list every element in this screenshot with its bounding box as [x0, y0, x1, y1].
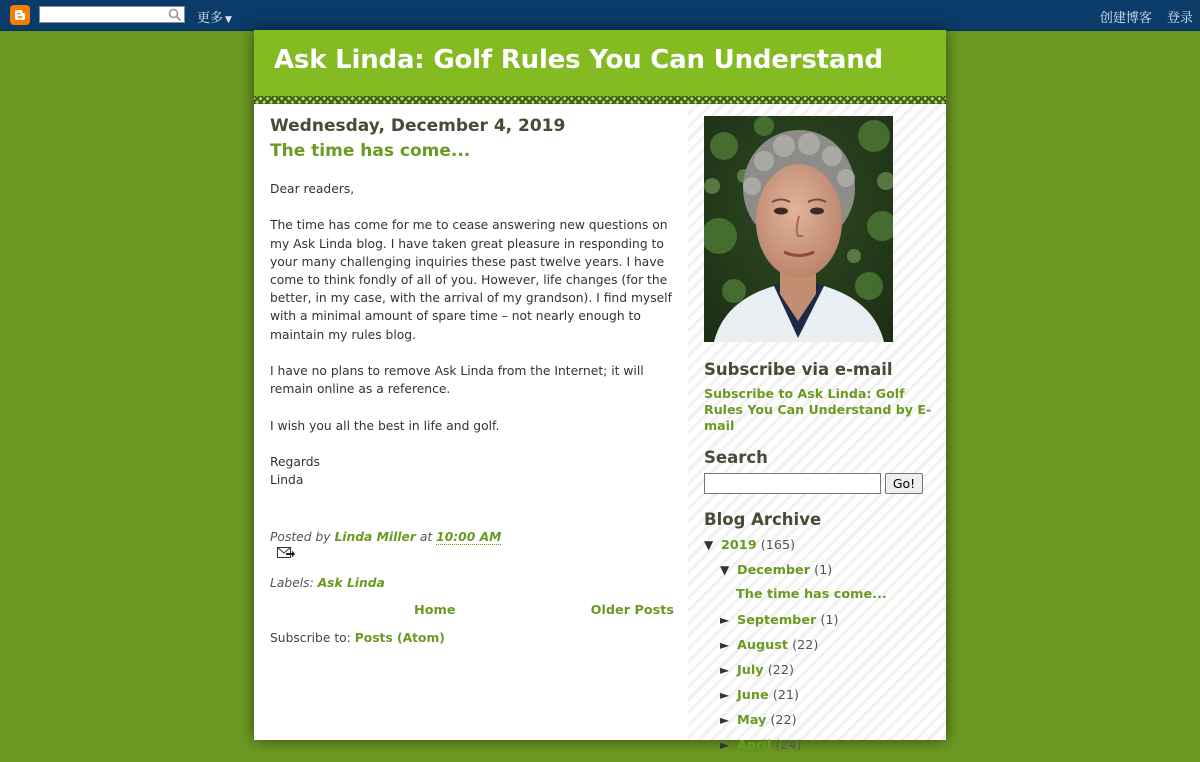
search-input[interactable]: [704, 473, 881, 494]
post-paragraph: Dear readers,: [270, 182, 355, 196]
archive-month-link[interactable]: August: [737, 638, 789, 653]
expand-toggle-icon[interactable]: ►: [720, 638, 730, 652]
archive-count: (165): [760, 538, 796, 553]
search-icon[interactable]: [168, 8, 182, 22]
main-column: [270, 116, 674, 645]
author-link[interactable]: Linda Miller: [334, 530, 416, 545]
blog-pager: [270, 603, 674, 621]
archive-month-link[interactable]: July: [737, 663, 764, 678]
archive-count: (22): [767, 663, 794, 678]
more-menu-label: 更多: [197, 11, 224, 26]
at-label: at: [419, 530, 433, 545]
posted-by-label: Posted by: [270, 530, 331, 545]
archive-item: [704, 687, 934, 712]
archive-year-link[interactable]: 2019: [721, 538, 757, 553]
atom-feed-link[interactable]: Posts (Atom): [354, 631, 445, 646]
blog-title[interactable]: Ask Linda: Golf Rules You Can Understand: [274, 45, 883, 75]
post-time-link[interactable]: 10:00 AM: [436, 530, 502, 545]
archive-count: (22): [770, 713, 797, 728]
archive-item: [704, 662, 934, 687]
author-photo: [704, 116, 893, 342]
page-container: [254, 30, 946, 753]
post-footer: [270, 530, 674, 562]
sidebar: [704, 360, 934, 762]
expand-toggle-icon[interactable]: ►: [720, 613, 730, 627]
blog-header: [254, 30, 946, 96]
archive-month-link[interactable]: September: [737, 613, 817, 628]
expand-toggle-icon[interactable]: ►: [720, 688, 730, 702]
expand-toggle-icon[interactable]: ►: [720, 738, 730, 752]
feed-prefix: Subscribe to:: [270, 631, 351, 646]
archive-post-link[interactable]: The time has come...: [736, 587, 887, 602]
post-paragraph: Linda: [270, 473, 304, 488]
more-menu-button[interactable]: [197, 7, 232, 26]
archive-month-link[interactable]: April: [737, 738, 772, 753]
archive-item: [704, 612, 934, 637]
post-paragraph: I wish you all the best in life and golf.: [270, 418, 500, 433]
post-date: Wednesday, December 4, 2019: [270, 116, 566, 136]
navbar: [0, 0, 1200, 31]
archive-item: [704, 537, 934, 562]
header-divider: [254, 96, 946, 104]
search-go-button[interactable]: Go!: [885, 473, 923, 494]
archive-count: (21): [772, 688, 800, 703]
archive-count: (1): [814, 563, 833, 578]
archive-item: [704, 562, 934, 587]
chevron-down-icon: ▼: [225, 15, 232, 25]
subscribe-email-link[interactable]: Subscribe to Ask Linda: Golf Rules You Can Understand by E-mail: [704, 386, 932, 433]
older-posts-link[interactable]: Older Posts: [590, 603, 674, 619]
archive-month-link[interactable]: December: [737, 563, 811, 578]
archive-month-link[interactable]: June: [737, 688, 769, 703]
expand-toggle-icon[interactable]: ►: [720, 713, 730, 727]
archive-item: [704, 587, 934, 612]
archive-item: [704, 637, 934, 662]
post-paragraph: The time has come for me to cease answering new questions on my Ask Linda blog. I have taken great pleasure in responding to your many challenging inquiries these past twelve years. I have come to think fondly of all of you. However, life changes (for the better, in my case, with the arrival of my grandson). I find myself with a minimal amount of spare time – not nearly enough to maintain my rules blog.: [270, 218, 672, 342]
labels-prefix: Labels:: [270, 576, 314, 591]
collapse-toggle-icon[interactable]: ▼: [720, 563, 730, 577]
create-blog-link[interactable]: 创建博客: [1099, 11, 1152, 26]
navbar-search-input[interactable]: [39, 6, 185, 23]
post-paragraph: Regards: [270, 454, 320, 469]
archive-count: (22): [792, 638, 819, 653]
post-labels: [270, 576, 674, 590]
archive-heading: Blog Archive: [704, 510, 822, 529]
archive-count: (1): [820, 613, 839, 628]
search-form: [704, 473, 934, 495]
archive-count: (24): [775, 738, 802, 753]
login-link[interactable]: 登录: [1166, 11, 1193, 26]
subscribe-heading: Subscribe via e-mail: [704, 360, 893, 379]
navbar-actions: [1089, 7, 1193, 26]
post-paragraph: I have no plans to remove Ask Linda from the Internet; it will remain online as a reference.: [270, 364, 644, 397]
home-link[interactable]: Home: [414, 603, 456, 619]
archive-item: [704, 712, 934, 737]
expand-toggle-icon[interactable]: ►: [720, 663, 730, 677]
blog-archive: [704, 537, 934, 762]
archive-item: [704, 737, 934, 762]
blogger-logo-icon[interactable]: [10, 5, 30, 25]
post-title[interactable]: The time has come...: [270, 141, 471, 161]
label-link[interactable]: Ask Linda: [317, 576, 385, 591]
email-post-icon[interactable]: [277, 547, 295, 559]
archive-month-link[interactable]: May: [737, 713, 767, 728]
post-body: [270, 180, 674, 489]
collapse-toggle-icon[interactable]: ▼: [704, 538, 714, 552]
feed-links: [270, 631, 674, 645]
search-heading: Search: [704, 448, 768, 467]
